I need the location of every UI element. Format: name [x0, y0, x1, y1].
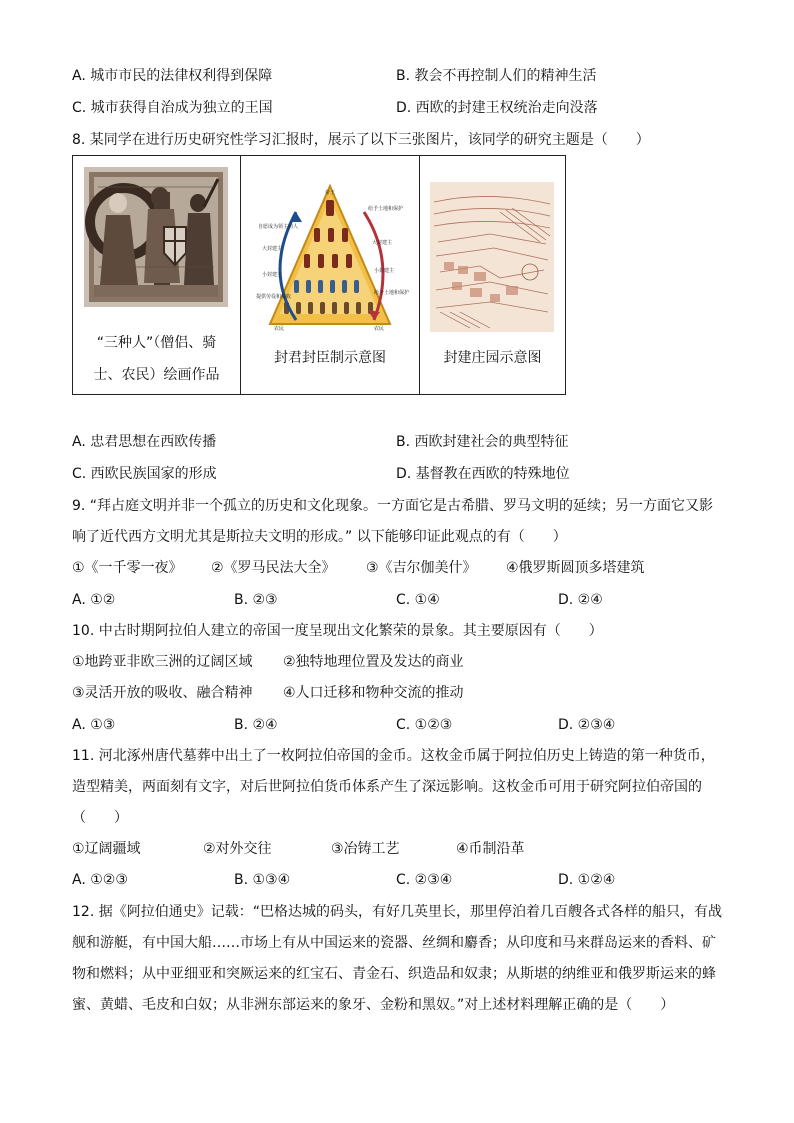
q12-stem-line2: 舰和游艇，有中国大船……市场上有从中国运来的瓷器、丝绸和麝香；从印度和马来群岛运来的香料、矿 — [72, 935, 716, 951]
pyramid-right-label-2: 大封建主 — [372, 240, 393, 246]
q11-option-a: A. ①②③ — [72, 872, 128, 888]
q11-item-3: ③冶铸工艺 — [331, 841, 400, 857]
feudal-pyramid-caption: 封君封臣制示意图 — [274, 350, 386, 366]
q11-option-c: C. ②③④ — [396, 872, 453, 888]
feudal-pyramid-diagram — [256, 182, 410, 332]
q9-option-b: B. ②③ — [234, 592, 278, 608]
q9-option-c: C. ①④ — [396, 592, 440, 608]
q9-item-4: ④俄罗斯圆顶多塔建筑 — [506, 560, 645, 576]
q10-option-d: D. ②③④ — [558, 717, 616, 733]
q11-option-d: D. ①②④ — [558, 872, 616, 888]
pyramid-top-label: 帝王 — [325, 190, 336, 196]
q9-stem-line2: 响了近代西方文明尤其是斯拉夫文明的形成。” 以下能够印证此观点的有（ ） — [72, 529, 567, 545]
q11-item-4: ④币制沿革 — [456, 841, 525, 857]
three-orders-painting-image — [84, 167, 228, 307]
q8-option-d: D. 基督教在西欧的特殊地位 — [396, 466, 570, 482]
pyramid-left-label-2: 大封建主 — [262, 246, 283, 252]
q10-stem: 10. 中古时期阿拉伯人建立的帝国一度呈现出文化繁荣的景象。其主要原因有（ ） — [72, 623, 603, 639]
three-orders-cell — [73, 156, 240, 394]
q7-option-b: B. 教会不再控制人们的精神生活 — [396, 68, 597, 84]
q9-item-1: ①《一千零一夜》 — [72, 560, 183, 576]
q10-option-c: C. ①②③ — [396, 717, 453, 733]
q9-option-a: A. ①② — [72, 592, 116, 608]
q10-option-a: A. ①③ — [72, 717, 116, 733]
q10-option-b: B. ②④ — [234, 717, 278, 733]
pyramid-right-label-3: 小封建主 — [374, 268, 395, 274]
q7-option-c: C. 城市获得自治成为独立的王国 — [72, 100, 273, 116]
three-orders-caption-line1: “三种人”（僧侣、骑 — [96, 335, 217, 351]
pyramid-right-label-1: 给予土地和保护 — [368, 206, 404, 212]
q9-option-d: D. ②④ — [558, 592, 603, 608]
three-orders-caption-line2: 士、农民）绘画作品 — [93, 367, 220, 383]
q12-stem-line3: 物和燃料；从中亚细亚和突厥运来的红宝石、青金石、织造品和奴隶；从斯堪的纳维亚和俄罗斯运来的蜂 — [72, 966, 716, 982]
q12-stem-line4: 蜜、黄蜡、毛皮和白奴；从非洲东部运来的象牙、金粉和黑奴。”对上述材料理解正确的是（ ） — [72, 997, 675, 1013]
q10-item-4: ④人口迁移和物种交流的推动 — [283, 685, 464, 701]
q11-stem-line1: 11. 河北涿州唐代墓葬中出土了一枚阿拉伯帝国的金币。这枚金币属于阿拉伯历史上铸造的第一种货币， — [72, 748, 715, 764]
q8-stem: 8. 某同学在进行历史研究性学习汇报时，展示了以下三张图片，该同学的研究主题是（ ） — [72, 132, 650, 148]
manor-caption: 封建庄园示意图 — [443, 350, 542, 366]
pyramid-left-label-3: 小封建主 — [262, 272, 283, 278]
q9-stem-line1: 9. “拜占庭文明并非一个孤立的历史和文化现象。一方面它是古希腊、罗马文明的延续；另一方面它又影 — [72, 498, 714, 514]
q11-option-b: B. ①③④ — [234, 872, 291, 888]
pyramid-bottom-label-right: 农民 — [374, 326, 385, 332]
q9-item-3: ③《吉尔伽美什》 — [366, 560, 477, 576]
pyramid-left-label-1: 自愿成为领主的人 — [258, 224, 299, 230]
q11-stem-line2: 造型精美，两面刻有文字，对后世阿拉伯货币体系产生了深远影响。这枚金币可用于研究阿拉伯帝国的 — [72, 779, 702, 795]
q7-option-d: D. 西欧的封建王权统治走向没落 — [396, 100, 598, 116]
q8-option-a: A. 忠君思想在西欧传播 — [72, 434, 217, 450]
q8-image-table — [72, 155, 566, 395]
q10-item-1: ①地跨亚非欧三洲的辽阔区域 — [72, 654, 253, 670]
q10-item-3: ③灵活开放的吸收、融合精神 — [72, 685, 253, 701]
manor-sketch-image — [430, 182, 554, 332]
q7-option-a: A. 城市市民的法律权利得到保障 — [72, 68, 273, 84]
q8-option-c: C. 西欧民族国家的形成 — [72, 466, 217, 482]
q9-item-2: ②《罗马民法大全》 — [211, 560, 336, 576]
manor-cell — [420, 156, 565, 394]
pyramid-bottom-label-left: 农民 — [274, 326, 285, 332]
q8-option-b: B. 西欧封建社会的典型特征 — [396, 434, 569, 450]
q11-item-2: ②对外交往 — [203, 841, 272, 857]
feudal-pyramid-cell — [241, 156, 419, 394]
q12-stem-line1: 12. 据《阿拉伯通史》记载：“巴格达城的码头，有好几英里长，那里停泊着几百艘各式各样的船只，有战 — [72, 904, 722, 920]
q11-item-1: ①辽阔疆域 — [72, 841, 141, 857]
pyramid-right-label-4: 给予土地和保护 — [374, 290, 410, 296]
q10-item-2: ②独特地理位置及发达的商业 — [283, 654, 464, 670]
pyramid-left-label-4: 提供劳役和税收 — [256, 294, 292, 300]
q11-stem-line3: （ ） — [72, 810, 128, 826]
